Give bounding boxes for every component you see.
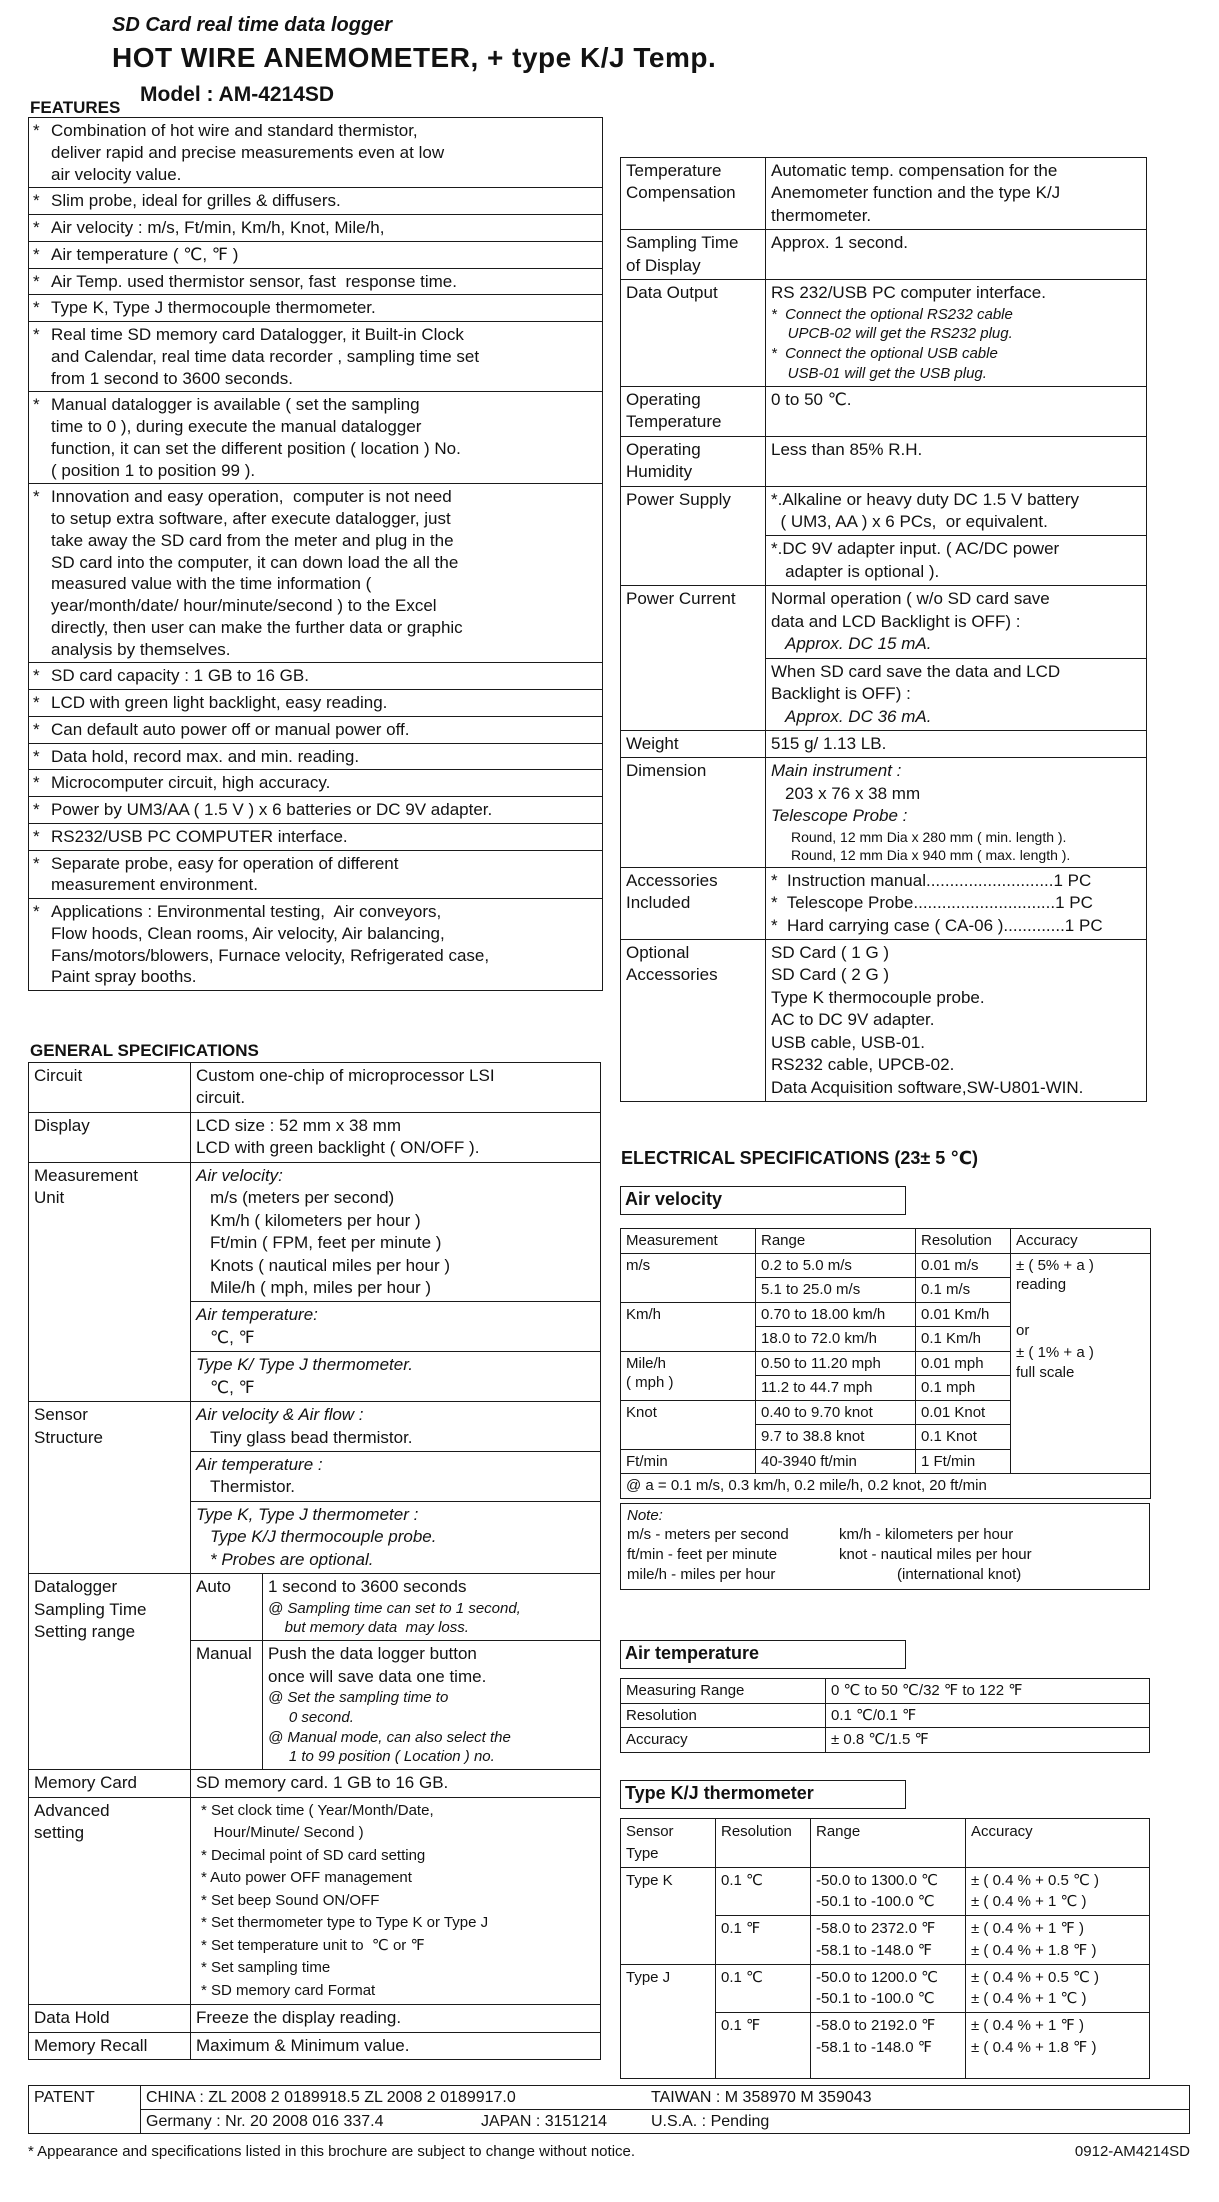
column-header-measurement: Measurement	[621, 1229, 756, 1254]
spec-value-power-supply	[766, 486, 1147, 586]
feature-bullet: *	[33, 666, 40, 686]
resolution-cell: 0.1 ℃	[716, 1867, 811, 1916]
power-current-saving	[766, 658, 1146, 730]
spec-label-memory-card: Memory Card	[29, 1770, 191, 1797]
feature-text: Manual datalogger is available ( set the sampling time to 0 ), during execute the manual datalogger function, it can set the different position ( location ) No. ( position 1 to position 99 ).	[51, 395, 461, 480]
column-header-resolution: Resolution	[916, 1229, 1011, 1254]
column-header-range: Range	[811, 1819, 966, 1868]
range-cell: 40-3940 ft/min	[756, 1449, 916, 1474]
spec-value-weight: 515 g/ 1.13 LB.	[766, 730, 1147, 757]
spec-row-sampling-time	[621, 230, 1147, 280]
kj-thermometer-table	[620, 1818, 1150, 2079]
electrical-specifications-heading: ELECTRICAL SPECIFICATIONS (23± 5 ℃)	[621, 1148, 979, 1168]
spec-row-measurement-unit	[29, 1162, 601, 1401]
spec-value-display: LCD size : 52 mm x 38 mm LCD with green backlight ( ON/OFF ).	[191, 1112, 601, 1162]
feature-text: SD card capacity : 1 GB to 16 GB.	[51, 666, 309, 686]
resolution-cell: 0.1 Knot	[916, 1425, 1011, 1450]
table-row	[621, 1964, 1150, 2013]
accuracy-line: full scale	[1016, 1363, 1075, 1381]
table-row	[621, 1703, 1150, 1728]
feature-text: Slim probe, ideal for grilles & diffusers.	[51, 191, 341, 211]
spec-value-dimension	[766, 758, 1147, 867]
spec-value-operating-temperature: 0 to 50 ℃.	[766, 386, 1147, 436]
power-supply-adapter: *.DC 9V adapter input. ( AC/DC power adapter is optional ).	[766, 535, 1146, 585]
spec-label-power-supply: Power Supply	[621, 486, 766, 586]
unit-air-temperature-head: Air temperature:	[196, 1305, 318, 1325]
note-line	[627, 1545, 1143, 1565]
feature-bullet: *	[33, 773, 40, 793]
spec-value-optional-accessories: SD Card ( 1 G ) SD Card ( 2 G ) Type K thermocouple probe. AC to DC 9V adapter. USB cable, USB-01. RS232 cable, UPCB-02. Data Acquisition software,SW-U801-WIN.	[766, 939, 1147, 1101]
accuracy-cell: ± ( 0.4 % + 1 ℉ ) ± ( 0.4 % + 1.8 ℉ )	[966, 1916, 1150, 1965]
spec-value-memory-card: SD memory card. 1 GB to 16 GB.	[191, 1770, 601, 1797]
note-line	[627, 1525, 1143, 1545]
model-number: Model : AM-4214SD	[140, 83, 335, 107]
feature-bullet: *	[33, 121, 40, 140]
note-term: ft/min - feet per minute	[627, 1546, 778, 1564]
spec-value-sensor-structure	[191, 1402, 601, 1574]
unit-air-velocity-head: Air velocity:	[196, 1165, 283, 1185]
patent-usa: U.S.A. : Pending	[651, 2113, 770, 2131]
spec-row-sensor-structure	[29, 1402, 601, 1574]
kj-thermometer-section-title: Type K/J thermometer	[620, 1780, 906, 1809]
feature-bullet: *	[33, 325, 40, 344]
patent-line-1-content	[146, 2087, 1184, 2108]
patent-taiwan: TAIWAN : M 358970 M 359043	[651, 2089, 872, 2106]
feature-item	[29, 118, 602, 187]
table-row	[621, 1253, 1151, 1278]
column-header-resolution: Resolution	[716, 1819, 811, 1868]
feature-bullet: *	[33, 693, 40, 712]
resolution-cell: 0.1 mph	[916, 1376, 1011, 1401]
feature-text: Air velocity : m/s, Ft/min, Km/h, Knot, Mile/h,	[51, 218, 385, 237]
document-header	[112, 12, 716, 109]
datalogger-manual-main: Push the data logger button once will save data one time.	[268, 1644, 487, 1686]
patent-germany: Germany : Nr. 20 2008 016 337.4	[146, 2113, 384, 2131]
range-cell: 0.70 to 18.00 km/h	[756, 1302, 916, 1327]
feature-item	[29, 716, 602, 743]
spec-value-data-output	[766, 280, 1147, 387]
spec-value-accessories: * Instruction manual...........................1 PC * Telescope Probe..............................1 PC * Hard carrying case ( CA-06 ).............1 PC	[766, 867, 1147, 939]
spec-row-operating-temperature	[621, 386, 1147, 436]
air-temp-label: Measuring Range	[621, 1679, 826, 1704]
feature-item	[29, 214, 602, 241]
feature-text: Type K, Type J thermocouple thermometer.	[51, 298, 376, 318]
kj-header-row	[621, 1819, 1150, 1868]
feature-bullet: *	[33, 191, 40, 211]
page-footer	[28, 2142, 1190, 2162]
power-current-normal	[766, 586, 1146, 657]
spec-row-memory-card	[29, 1770, 601, 1797]
air-temperature-section-title: Air temperature	[620, 1640, 906, 1669]
measurement-kmh: Km/h	[621, 1302, 756, 1351]
range-cell: 0.2 to 5.0 m/s	[756, 1253, 916, 1278]
range-cell: 11.2 to 44.7 mph	[756, 1376, 916, 1401]
spec-label-measurement-unit: Measurement Unit	[29, 1162, 191, 1401]
general-specifications-heading: GENERAL SPECIFICATIONS	[30, 1041, 259, 1060]
spec-row-circuit	[29, 1063, 601, 1113]
power-current-saving-main: When SD card save the data and LCD Backlight is OFF) :	[771, 661, 1061, 704]
datalogger-auto-main: 1 second to 3600 seconds	[268, 1577, 467, 1597]
feature-text: Data hold, record max. and min. reading.	[51, 746, 360, 766]
note-heading: Note:	[627, 1506, 663, 1524]
table-row	[621, 1728, 1150, 1753]
range-cell: -58.0 to 2192.0 ℉ -58.1 to -148.0 ℉	[811, 2013, 966, 2079]
spec-row-power-current	[621, 586, 1147, 731]
resolution-cell: 0.01 mph	[916, 1351, 1011, 1376]
resolution-cell: 0.01 Knot	[916, 1400, 1011, 1425]
column-header-accuracy: Accuracy	[1011, 1229, 1151, 1254]
power-current-normal-value: Approx. DC 15 mA.	[785, 634, 932, 654]
spec-row-display	[29, 1112, 601, 1162]
spec-label-sensor-structure: Sensor Structure	[29, 1402, 191, 1574]
spec-label-data-output: Data Output	[621, 280, 766, 387]
accuracy-line: or	[1016, 1321, 1030, 1339]
feature-bullet: *	[33, 487, 40, 507]
spec-row-optional-accessories	[621, 939, 1147, 1101]
feature-item	[29, 850, 602, 899]
spec-label-datalogger: Datalogger Sampling Time Setting range	[29, 1574, 191, 1770]
sensor-air-temperature	[191, 1451, 600, 1501]
resolution-cell: 0.1 m/s	[916, 1278, 1011, 1303]
spec-row-dimension	[621, 758, 1147, 867]
air-velocity-table	[620, 1228, 1151, 1499]
range-cell: 5.1 to 25.0 m/s	[756, 1278, 916, 1303]
feature-text: Combination of hot wire and standard thermistor, deliver rapid and precise measurements even at low air velocity value.	[51, 121, 445, 184]
patent-line-2	[141, 2110, 1190, 2134]
measurement-knot: Knot	[621, 1400, 756, 1449]
spec-label-operating-temperature: Operating Temperature	[621, 386, 766, 436]
unit-air-temperature	[191, 1301, 600, 1351]
air-temp-label: Resolution	[621, 1703, 826, 1728]
spec-row-data-output	[621, 280, 1147, 387]
footer-disclaimer: * Appearance and specifications listed in this brochure are subject to change without notice.	[28, 2143, 636, 2160]
unit-air-temperature-body: ℃, ℉	[210, 1327, 255, 1347]
feature-bullet: *	[33, 244, 40, 264]
resolution-cell: 1 Ft/min	[916, 1449, 1011, 1474]
sensor-air-temperature-body: Thermistor.	[210, 1477, 296, 1497]
dimension-probe-min: Round, 12 mm Dia x 280 mm ( min. length ).	[791, 828, 1067, 845]
dimension-probe-max: Round, 12 mm Dia x 940 mm ( max. length ).	[791, 847, 1071, 864]
feature-item	[29, 321, 602, 391]
data-output-note: * Connect the optional RS232 cable UPCB-02 will get the RS232 plug. * Connect the optional USB cable USB-01 will get the USB plug.	[771, 305, 1013, 383]
air-temp-value: 0 ℃ to 50 ℃/32 ℉ to 122 ℉	[826, 1679, 1150, 1704]
spec-label-sampling-time: Sampling Time of Display	[621, 230, 766, 280]
feature-text: Can default auto power off or manual power off.	[51, 719, 410, 739]
feature-bullet: *	[33, 271, 40, 291]
datalogger-auto-note: @ Sampling time can set to 1 second, but memory data may loss.	[268, 1599, 521, 1637]
range-cell: 0.40 to 9.70 knot	[756, 1400, 916, 1425]
datalogger-manual-value	[263, 1641, 601, 1770]
patent-line-1	[141, 2086, 1190, 2110]
feature-item	[29, 662, 602, 689]
feature-item	[29, 268, 602, 295]
feature-item	[29, 743, 602, 770]
feature-text: LCD with green light backlight, easy reading.	[51, 693, 388, 712]
spec-label-power-current: Power Current	[621, 586, 766, 731]
spec-value-advanced-setting: * Set clock time ( Year/Month/Date, Hour/Minute/ Second ) * Decimal point of SD card setting * Auto power OFF management * Set beep Sound ON/OFF * Set thermometer type to Type K or Type J * Set temperature unit to ℃ or ℉ * Set sampling time * SD memory card Format	[191, 1797, 601, 2005]
sensor-air-velocity	[191, 1402, 600, 1451]
spec-label-weight: Weight	[621, 730, 766, 757]
spec-label-temperature-compensation: Temperature Compensation	[621, 158, 766, 230]
features-list	[28, 117, 603, 991]
unit-air-velocity	[191, 1163, 600, 1302]
range-cell: -50.0 to 1200.0 ℃ -50.1 to -100.0 ℃	[811, 1964, 966, 2013]
feature-item	[29, 294, 602, 321]
datalogger-manual-note: @ Set the sampling time to 0 second. @ Manual mode, can also select the 1 to 99 position ( Location ) no.	[268, 1689, 511, 1766]
note-term: mile/h - miles per hour	[627, 1565, 776, 1583]
resolution-cell: 0.1 ℉	[716, 2013, 811, 2079]
range-cell: -58.0 to 2372.0 ℉ -58.1 to -148.0 ℉	[811, 1916, 966, 1965]
spec-label-advanced-setting: Advanced setting	[29, 1797, 191, 2005]
feature-text: RS232/USB PC COMPUTER interface.	[51, 826, 348, 846]
air-temp-label: Accuracy	[621, 1728, 826, 1753]
spec-label-data-hold: Data Hold	[29, 2005, 191, 2032]
feature-bullet: *	[33, 800, 40, 819]
feature-text: Air Temp. used thermistor sensor, fast response time.	[51, 271, 457, 291]
air-velocity-section-title: Air velocity	[620, 1186, 906, 1215]
sensor-thermometer	[191, 1501, 600, 1573]
feature-item	[29, 823, 602, 850]
sensor-type-k: Type K	[621, 1867, 716, 1964]
unit-air-velocity-body: m/s (meters per second) Km/h ( kilometers per hour ) Ft/min ( FPM, feet per minute ) Knots ( nautical miles per hour ) Mile/h ( mph, miles per hour )	[210, 1188, 450, 1297]
resolution-cell: 0.1 ℃	[716, 1964, 811, 2013]
document-code: 0912-AM4214SD	[1074, 2143, 1190, 2160]
resolution-cell: 0.01 Km/h	[916, 1302, 1011, 1327]
spec-value-data-hold: Freeze the display reading.	[191, 2005, 601, 2032]
spec-row-weight	[621, 730, 1147, 757]
feature-bullet: *	[33, 746, 40, 766]
range-cell: -50.0 to 1300.0 ℃ -50.1 to -100.0 ℃	[811, 1867, 966, 1916]
feature-bullet: *	[33, 826, 40, 846]
feature-text: Power by UM3/AA ( 1.5 V ) x 6 batteries or DC 9V adapter.	[51, 800, 493, 819]
power-current-normal-main: Normal operation ( w/o SD card save data and LCD Backlight is OFF) :	[771, 589, 1050, 631]
spec-value-measurement-unit	[191, 1162, 601, 1401]
sensor-air-velocity-head: Air velocity & Air flow :	[196, 1405, 364, 1425]
spec-row-datalogger-auto	[29, 1574, 601, 1641]
feature-bullet: *	[33, 902, 40, 921]
spec-row-operating-humidity	[621, 436, 1147, 486]
resolution-cell: 0.1 Km/h	[916, 1327, 1011, 1352]
feature-item	[29, 241, 602, 268]
patent-row	[29, 2086, 1190, 2110]
sensor-thermometer-body: Type K/J thermocouple probe. * Probes are optional.	[210, 1527, 437, 1569]
feature-bullet: *	[33, 719, 40, 739]
datalogger-manual-key: Manual	[191, 1641, 263, 1770]
accuracy-line: ± ( 1% + a )	[1016, 1344, 1094, 1361]
accuracy-line: ± ( 5% + a )	[1016, 1256, 1094, 1274]
range-cell: 9.7 to 38.8 knot	[756, 1425, 916, 1450]
table-row	[621, 1867, 1150, 1916]
spec-label-memory-recall: Memory Recall	[29, 2032, 191, 2059]
feature-text: Air temperature ( ℃, ℉ )	[51, 244, 239, 264]
spec-label-optional-accessories: Optional Accessories	[621, 939, 766, 1101]
sensor-air-velocity-body: Tiny glass bead thermistor.	[210, 1427, 413, 1447]
note-term: knot - nautical miles per hour	[839, 1546, 1032, 1564]
power-supply-battery: *.Alkaline or heavy duty DC 1.5 V battery ( UM3, AA ) x 6 PCs, or equivalent.	[771, 489, 1080, 531]
unit-thermometer	[191, 1351, 600, 1401]
accuracy-cell: ± ( 0.4 % + 0.5 ℃ ) ± ( 0.4 % + 1 ℃ )	[966, 1867, 1150, 1916]
sensor-type-j: Type J	[621, 1964, 716, 2079]
feature-bullet: *	[33, 853, 40, 873]
sensor-air-temperature-head: Air temperature :	[196, 1455, 323, 1474]
spec-row-data-hold	[29, 2005, 601, 2032]
air-velocity-footnote: @ a = 0.1 m/s, 0.3 km/h, 0.2 mile/h, 0.2 knot, 20 ft/min	[621, 1474, 1151, 1499]
range-cell: 0.50 to 11.20 mph	[756, 1351, 916, 1376]
feature-item	[29, 391, 602, 483]
column-header-range: Range	[756, 1229, 916, 1254]
measurement-mph: Mile/h ( mph )	[621, 1351, 756, 1400]
feature-item	[29, 483, 602, 662]
air-velocity-footnote-row	[621, 1474, 1151, 1499]
dimension-probe-head: Telescope Probe :	[771, 806, 908, 826]
feature-bullet: *	[33, 298, 40, 318]
dimension-main-size: 203 x 76 x 38 mm	[785, 783, 921, 803]
spec-value-circuit: Custom one-chip of microprocessor LSI circuit.	[191, 1063, 601, 1113]
feature-text: Separate probe, easy for operation of different measurement environment.	[51, 853, 399, 895]
column-header-accuracy: Accuracy	[966, 1819, 1150, 1868]
spec-value-operating-humidity: Less than 85% R.H.	[766, 436, 1147, 486]
feature-item	[29, 898, 602, 990]
page-title: HOT WIRE ANEMOMETER, + type K/J Temp.	[112, 42, 717, 74]
note-term: km/h - kilometers per hour	[839, 1526, 1014, 1544]
feature-text: Real time SD memory card Datalogger, it Built-in Clock and Calendar, real time data recorder , sampling time set from 1 second to 3600 seconds.	[51, 325, 480, 388]
spec-value-sampling-time: Approx. 1 second.	[766, 230, 1147, 280]
feature-bullet: *	[33, 218, 40, 237]
document-tagline: SD Card real time data logger	[112, 14, 393, 36]
spec-row-power-supply	[621, 486, 1147, 586]
patent-line-2-content	[146, 2111, 1184, 2132]
air-temperature-table	[620, 1678, 1150, 1753]
column-header-sensor-type: Sensor Type	[621, 1819, 716, 1868]
accuracy-cell: ± ( 0.4 % + 0.5 ℃ ) ± ( 0.4 % + 1 ℃ )	[966, 1964, 1150, 2013]
sensor-thermometer-head: Type K, Type J thermometer :	[196, 1504, 419, 1524]
measurement-ftmin: Ft/min	[621, 1449, 756, 1474]
spec-label-display: Display	[29, 1112, 191, 1162]
feature-text: Innovation and easy operation, computer is not need to setup extra software, after execute datalogger, just take away the SD card from the meter and plug in the SD card into the computer, it can down load the all the measured value with the time information ( year/month/date/ hour/minute/second ) to the Excel directly, then user can make the further data or graphic analysis by themselves.	[51, 487, 463, 659]
feature-item	[29, 689, 602, 716]
range-cell: 18.0 to 72.0 km/h	[756, 1327, 916, 1352]
features-heading: FEATURES	[30, 98, 121, 117]
spec-label-dimension: Dimension	[621, 758, 766, 867]
spec-row-accessories	[621, 867, 1147, 939]
patent-china: CHINA : ZL 2008 2 0189918.5 ZL 2008 2 0189917.0	[146, 2089, 516, 2106]
measurement-ms: m/s	[621, 1253, 756, 1302]
general-specifications-table	[28, 1062, 601, 2060]
unit-thermometer-head: Type K/ Type J thermometer.	[196, 1355, 413, 1375]
feature-item	[29, 769, 602, 796]
note-term: (international knot)	[897, 1565, 1022, 1583]
spec-value-memory-recall: Maximum & Minimum value.	[191, 2032, 601, 2059]
unit-thermometer-body: ℃, ℉	[210, 1377, 255, 1397]
feature-item	[29, 187, 602, 214]
patent-label: PATENT	[29, 2086, 141, 2134]
spec-label-circuit: Circuit	[29, 1063, 191, 1113]
air-temp-value: 0.1 ℃/0.1 ℉	[826, 1703, 1150, 1728]
datalogger-auto-value	[263, 1574, 601, 1641]
device-specifications-table	[620, 157, 1147, 1102]
feature-text: Applications : Environmental testing, Air conveyors, Flow hoods, Clean rooms, Air velocity, Air balancing, Fans/motors/blowers, Furnace velocity, Refrigerated case, Paint spray booths.	[51, 902, 490, 987]
note-line	[627, 1565, 1143, 1585]
dimension-main-head: Main instrument :	[771, 761, 902, 781]
air-velocity-header-row	[621, 1229, 1151, 1254]
patent-row	[29, 2110, 1190, 2134]
patent-japan: JAPAN : 3151214	[481, 2113, 608, 2131]
air-velocity-section	[620, 1228, 1150, 1590]
spec-row-advanced-setting	[29, 1797, 601, 2005]
accuracy-line: reading	[1016, 1276, 1067, 1293]
spec-row-temperature-compensation	[621, 158, 1147, 230]
datalogger-auto-key: Auto	[191, 1574, 263, 1641]
accuracy-cell: ± ( 0.4 % + 1 ℉ ) ± ( 0.4 % + 1.8 ℉ )	[966, 2013, 1150, 2079]
resolution-cell: 0.01 m/s	[916, 1253, 1011, 1278]
power-current-saving-value: Approx. DC 36 mA.	[785, 706, 932, 726]
patent-table	[28, 2085, 1190, 2134]
spec-value-power-current	[766, 586, 1147, 731]
air-velocity-note	[620, 1503, 1150, 1590]
feature-text: Microcomputer circuit, high accuracy.	[51, 773, 331, 793]
spec-label-accessories: Accessories Included	[621, 867, 766, 939]
air-temp-value: ± 0.8 ℃/1.5 ℉	[826, 1728, 1150, 1753]
spec-row-memory-recall	[29, 2032, 601, 2059]
resolution-cell: 0.1 ℉	[716, 1916, 811, 1965]
feature-item	[29, 796, 602, 823]
accuracy-cell	[1011, 1253, 1151, 1474]
data-output-main: RS 232/USB PC computer interface.	[771, 283, 1046, 303]
note-term: m/s - meters per second	[627, 1526, 789, 1544]
spec-label-operating-humidity: Operating Humidity	[621, 436, 766, 486]
table-row	[621, 1679, 1150, 1704]
feature-bullet: *	[33, 395, 40, 415]
spec-value-temperature-compensation: Automatic temp. compensation for the Anemometer function and the type K/J thermometer.	[766, 158, 1147, 230]
